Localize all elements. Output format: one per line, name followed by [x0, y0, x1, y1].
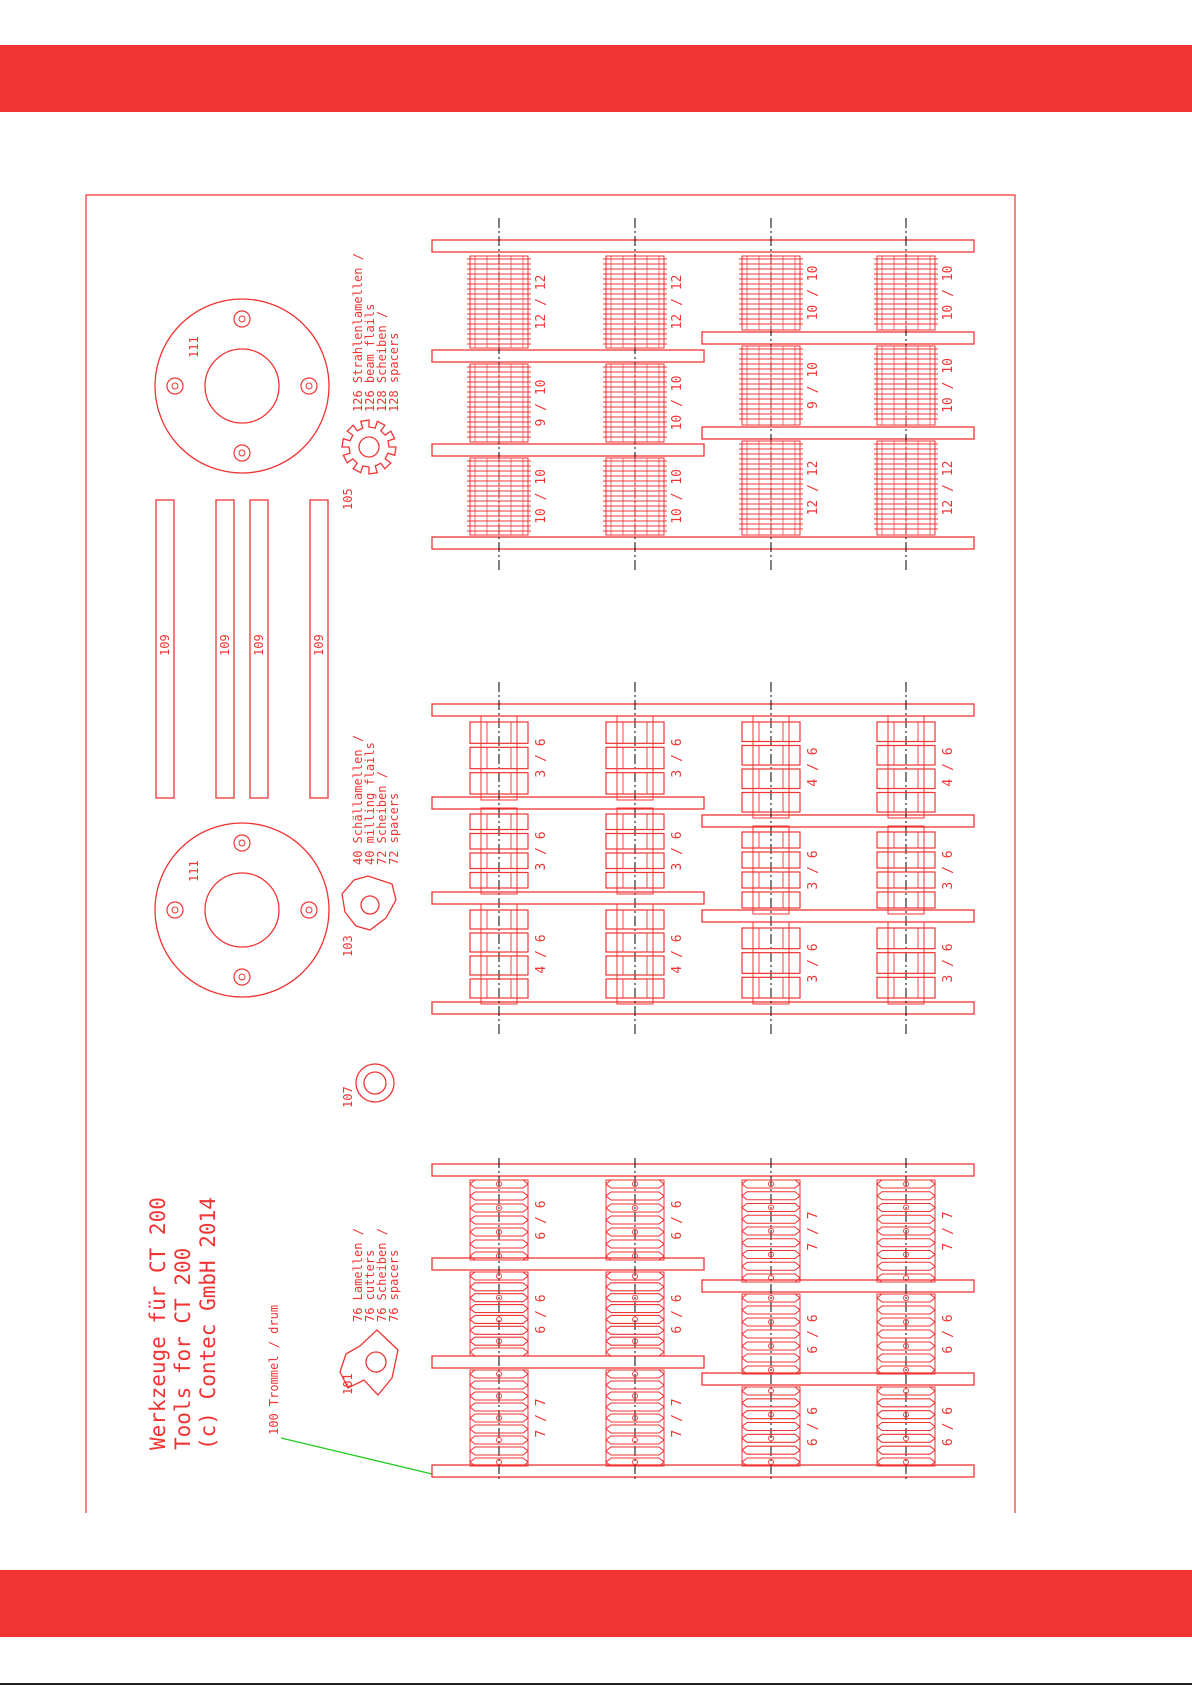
milling-part-icon: [342, 876, 396, 930]
ring-111-upper-label: 111: [187, 336, 201, 358]
drum-plate: [702, 332, 974, 344]
part-103-line-2: 40 milling flails: [363, 742, 377, 865]
bars-109: [156, 500, 328, 798]
segment-ratio-label: 10 / 10: [670, 375, 685, 431]
title-line-3: (c) Contec GmbH 2014: [196, 1197, 220, 1450]
part-101-line-3: 76 Scheiben /: [375, 1228, 389, 1322]
part-103-line-1: 40 Schällamellen /: [351, 734, 365, 865]
drum-plate: [432, 350, 704, 362]
drawing-frame: [86, 195, 1015, 1513]
part-103-line-3: 72 Scheiben /: [375, 771, 389, 865]
milling-column-4: [877, 682, 956, 1034]
segment-ratio-label: 3 / 6: [941, 850, 956, 890]
segment-ratio-label: 3 / 6: [806, 943, 821, 983]
part-105-line-4: 128 spacers: [387, 332, 401, 412]
segment-ratio-label: 6 / 6: [670, 1294, 685, 1334]
title-line-2: Tools for CT 200: [171, 1247, 195, 1450]
segment-ratio-label: 3 / 6: [941, 943, 956, 983]
milling-assembly: [432, 682, 974, 1034]
segment-ratio-label: 7 / 7: [941, 1211, 956, 1251]
segment-ratio-label: 7 / 7: [534, 1398, 549, 1438]
segment-ratio-label: 6 / 6: [806, 1406, 821, 1447]
drum-plate: [432, 1356, 704, 1368]
segment-ratio-label: 4 / 6: [941, 747, 956, 787]
part-101-number: 101: [341, 1373, 355, 1395]
segment-ratio-label: 10 / 10: [534, 469, 549, 524]
drum-plate: [702, 910, 974, 922]
cutters-assembly: [432, 1158, 974, 1480]
milling-column-3: [742, 682, 821, 1034]
bar-109-1-label: 109: [158, 634, 172, 656]
drum-leader-line: [281, 1438, 432, 1474]
drum-plate: [432, 704, 974, 716]
segment-ratio-label: 6 / 6: [941, 1314, 956, 1354]
milling-column-2: [606, 682, 685, 1034]
part-103-label: [351, 735, 401, 865]
drum-plate: [702, 427, 974, 439]
part-107-number: 107: [341, 1086, 355, 1108]
segment-ratio-label: 4 / 6: [806, 747, 821, 787]
part-103-number: 103: [341, 935, 355, 957]
segment-ratio-label: 10 / 10: [941, 265, 956, 321]
cutters-column-3: [742, 1158, 821, 1480]
segment-ratio-label: 12 / 12: [806, 460, 821, 516]
cutters-column-2: [606, 1158, 685, 1480]
segment-ratio-label: 12 / 12: [670, 274, 685, 330]
part-105-line-3: 128 Scheiben /: [375, 310, 389, 412]
beam-flail-part-icon: [342, 420, 396, 474]
part-105-label: [351, 253, 401, 412]
drum-callout: 100 Trommel / drum: [267, 1304, 281, 1435]
drum-plate: [432, 892, 704, 904]
beam-column-4: [874, 218, 956, 570]
segment-ratio-label: 7 / 7: [670, 1398, 685, 1438]
washer-part-icon: [356, 1064, 394, 1102]
segment-ratio-label: 6 / 6: [941, 1406, 956, 1447]
drum-plate: [432, 240, 974, 252]
segment-ratio-label: 9 / 10: [534, 379, 549, 427]
ring-111-lower-label: 111: [187, 860, 201, 882]
segment-ratio-label: 12 / 12: [534, 274, 549, 330]
drum-plate: [432, 797, 704, 809]
drum-plate: [432, 1164, 974, 1176]
cutters-column-4: [877, 1158, 956, 1480]
segment-ratio-label: 4 / 6: [670, 934, 685, 974]
part-105-line-2: 126 beam flails: [363, 303, 377, 412]
segment-ratio-label: 6 / 6: [806, 1314, 821, 1354]
part-103-line-4: 72 spacers: [387, 792, 401, 865]
drum-plate: [702, 815, 974, 827]
cutters-column-1: [470, 1158, 549, 1480]
part-105-number: 105: [341, 488, 355, 510]
segment-ratio-label: 3 / 6: [534, 738, 549, 778]
ring-111-upper: [155, 299, 329, 473]
milling-column-1: [470, 682, 549, 1034]
segment-ratio-label: 7 / 7: [806, 1211, 821, 1251]
beam-assembly: [432, 218, 974, 570]
segment-ratio-label: 3 / 6: [670, 831, 685, 871]
beam-column-3: [739, 218, 821, 570]
title-block: [146, 1197, 220, 1450]
bar-109-4-label: 109: [312, 634, 326, 656]
drum-plate: [432, 537, 974, 549]
beam-column-2: [603, 218, 685, 570]
drum-plate: [432, 444, 704, 456]
segment-ratio-label: 6 / 6: [534, 1200, 549, 1240]
segment-ratio-label: 10 / 10: [806, 265, 821, 321]
ring-111-lower: [155, 823, 329, 997]
title-line-1: Werkzeuge für CT 200: [146, 1197, 170, 1450]
part-101-line-2: 76 cutters: [363, 1249, 377, 1322]
segment-ratio-label: 4 / 6: [534, 934, 549, 974]
beam-column-1: [467, 218, 549, 570]
drum-plate: [432, 1465, 974, 1477]
segment-ratio-label: 6 / 6: [670, 1200, 685, 1240]
segment-ratio-label: 3 / 6: [806, 850, 821, 890]
tool-assemblies: [432, 218, 974, 1480]
part-101-label: [351, 1228, 401, 1322]
bar-109-3-label: 109: [252, 634, 266, 656]
bar-109-2-label: 109: [218, 634, 232, 656]
segment-ratio-label: 3 / 6: [534, 831, 549, 871]
segment-ratio-label: 3 / 6: [670, 738, 685, 778]
segment-ratio-label: 9 / 10: [806, 362, 821, 409]
part-105-line-1: 126 Strahlenlamellen /: [351, 253, 365, 412]
part-101-line-1: 76 Lamellen /: [351, 1228, 365, 1322]
part-101-line-4: 76 spacers: [387, 1249, 401, 1322]
segment-ratio-label: 12 / 12: [941, 460, 956, 516]
segment-ratio-label: 6 / 6: [534, 1294, 549, 1334]
segment-ratio-label: 10 / 10: [941, 358, 956, 413]
segment-ratio-label: 10 / 10: [670, 469, 685, 524]
drum-plate: [702, 1373, 974, 1385]
